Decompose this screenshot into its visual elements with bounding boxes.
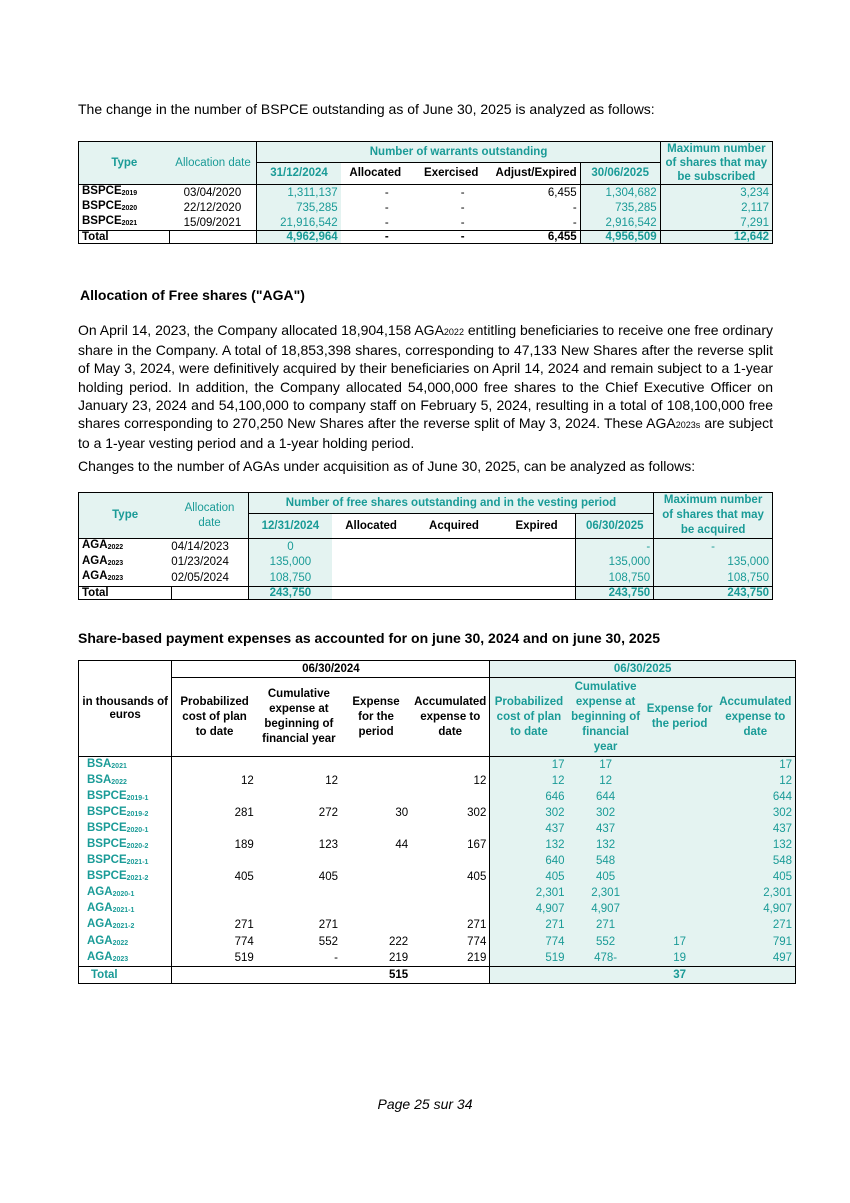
value-cell-2024: 271 [234, 919, 254, 932]
value-cell: 1,304,682 [580, 185, 660, 201]
value-cell-2025 [644, 870, 716, 886]
row-type: Total [79, 231, 170, 244]
t2-total-row [79, 586, 773, 600]
value-cell-2025: 437 [490, 821, 568, 837]
value-cell-2024 [341, 789, 411, 805]
t2-col-header: 12/31/2024 [248, 514, 332, 539]
value-cell-2024: 272 [318, 806, 338, 819]
aga-table [78, 492, 773, 600]
t3-row [79, 934, 796, 950]
t3-row [79, 821, 796, 837]
value-cell: - [572, 201, 577, 214]
max-cell: 135,000 [654, 555, 773, 571]
t3-col-header: Expense for the period [644, 678, 716, 757]
value-cell-2025 [644, 821, 716, 837]
type-label: BSPCE [87, 805, 127, 818]
t1-row [79, 200, 773, 215]
value-cell-2024: 123 [318, 839, 338, 852]
value-cell-2025: 2,301 [490, 886, 568, 902]
type-label: BSPCE [87, 789, 127, 802]
value-cell [498, 586, 576, 600]
value-cell-2025: 497 [716, 950, 796, 967]
value-cell: - [341, 231, 410, 244]
value-cell [332, 539, 410, 555]
value-cell-2025: 519 [490, 950, 568, 967]
value-cell [410, 586, 498, 600]
t1-total-row [79, 231, 773, 244]
row-date: 01/23/2024 [171, 556, 229, 568]
value-cell-2024: 44 [395, 839, 409, 852]
value-cell-2024 [411, 757, 490, 774]
type-subscript: 2021-2 [112, 923, 135, 931]
value-cell-2024 [172, 902, 257, 918]
row-type: Total [79, 967, 172, 984]
value-cell-2024: 219 [388, 951, 409, 964]
t2-col-header: Expired [498, 514, 576, 539]
value-cell-2024 [341, 854, 411, 870]
t2-col-header: 06/30/2025 [576, 514, 654, 539]
value-cell-2025 [644, 902, 716, 918]
value-cell-2025: 302 [490, 805, 568, 821]
value-cell-2025: 302 [568, 805, 644, 821]
value-cell-2024 [341, 821, 411, 837]
t3-row [79, 837, 796, 853]
type-label: BSPCE [87, 854, 127, 867]
type-label: BSPCE [87, 838, 127, 851]
value-cell: - [460, 186, 465, 199]
row-type [79, 886, 172, 902]
value-cell-2025: 2,301 [716, 886, 796, 902]
value-cell-2024: 219 [411, 950, 490, 967]
value-cell-2024 [257, 902, 341, 918]
t2-row [79, 539, 773, 555]
value-cell-2024 [257, 789, 341, 805]
value-cell-2024 [257, 757, 341, 774]
value-cell-2024: 302 [411, 805, 490, 821]
value-cell-2025: 2,301 [568, 886, 644, 902]
row-type [79, 837, 172, 853]
t1-col-header: Exercised [410, 162, 493, 184]
type-subscript: 2021 [111, 762, 127, 770]
t3-period-2025: 06/30/2025 [490, 661, 796, 678]
value-cell: 6,455 [493, 231, 581, 244]
t2-row [79, 555, 773, 571]
type-subscript: 2023 [107, 575, 124, 582]
value-cell-2024 [172, 854, 257, 870]
t2-row [79, 570, 773, 586]
value-cell-2024 [411, 789, 490, 805]
type-subscript: 2020 [121, 205, 138, 212]
type-label: AGA [82, 554, 108, 567]
value-cell: - [460, 216, 465, 229]
t1-header-type: Type [79, 142, 170, 185]
type-label: BSPCE [82, 185, 122, 197]
page-footer: Page 25 sur 34 [377, 1096, 473, 1112]
value-cell [332, 586, 410, 600]
t2-header-alloc: Allocation date [171, 493, 248, 539]
type-label: AGA [87, 918, 113, 931]
value-cell-2024 [172, 789, 257, 805]
type-subscript: 2021-1 [112, 907, 135, 915]
value-cell: - [410, 231, 493, 244]
value-cell: 6,455 [547, 186, 577, 199]
value-cell-2024 [172, 967, 257, 984]
value-cell-2025: 302 [716, 805, 796, 821]
value-cell-2025: 552 [568, 934, 644, 950]
value-cell: 243,750 [576, 586, 654, 600]
type-label: BSPCE [82, 200, 122, 212]
max-cell: 108,750 [654, 570, 773, 586]
value-cell: - [384, 216, 389, 229]
row-date [170, 231, 257, 244]
value-cell-2024 [172, 821, 257, 837]
value-cell: - [384, 201, 389, 214]
bspce-table [78, 141, 773, 244]
t3-header-unit: in thousands of euros [79, 661, 172, 757]
value-cell: - [572, 216, 577, 229]
type-label: AGA [82, 539, 108, 551]
type-subscript: 2020-1 [112, 891, 135, 899]
type-subscript: 2019-2 [126, 810, 149, 818]
row-type [79, 854, 172, 870]
type-subscript: 2022 [107, 544, 124, 551]
value-cell-2024 [411, 821, 490, 837]
t3-row [79, 789, 796, 805]
value-cell-2025: 437 [716, 821, 796, 837]
value-cell-2025 [644, 918, 716, 934]
value-cell-2025: 19 [644, 950, 716, 967]
value-cell-2025: 132 [716, 837, 796, 853]
value-cell-2025 [490, 967, 568, 984]
max-cell: 7,291 [660, 215, 772, 231]
value-cell-2025: 4,907 [568, 902, 644, 918]
t3-col-header: Probabilized cost of plan to date [172, 678, 257, 757]
value-cell [410, 570, 498, 586]
type-subscript: 2020-1 [126, 826, 149, 834]
type-subscript: 2023 [112, 955, 129, 963]
value-cell-2025: 437 [568, 821, 644, 837]
row-date: 03/04/2020 [183, 186, 242, 199]
aga-paragraph-2: Changes to the number of AGAs under acquisition as of June 30, 2025, can be analyzed as follows: [78, 458, 696, 474]
value-cell-2024: - [334, 951, 338, 964]
value-cell-2024 [411, 967, 490, 984]
value-cell-2024 [341, 757, 411, 774]
value-cell-2024: 281 [234, 806, 254, 819]
value-cell-2025 [644, 805, 716, 821]
sbp-heading: Share-based payment expenses as accounted for on june 30, 2024 and on june 30, 2025 [78, 630, 660, 646]
value-cell-2024 [411, 854, 490, 870]
row-type [79, 821, 172, 837]
value-cell-2025: 4,907 [716, 902, 796, 918]
value-cell-2024: 167 [411, 837, 490, 853]
value-cell [498, 555, 576, 571]
type-subscript: 2021-2 [126, 875, 149, 883]
value-cell [498, 570, 576, 586]
value-cell-2024 [341, 918, 411, 934]
value-cell-2025: 646 [490, 789, 568, 805]
value-cell-2025: 17 [568, 757, 644, 774]
value-cell-2025: 405 [716, 870, 796, 886]
value-cell-2024 [257, 967, 341, 984]
row-type [79, 902, 172, 918]
value-cell-2024 [341, 886, 411, 902]
type-subscript: 2020-2 [126, 843, 149, 851]
row-type [79, 555, 172, 571]
value-cell-2025: 132 [568, 837, 644, 853]
value-cell: 735,285 [257, 200, 341, 215]
max-cell: 2,117 [660, 200, 772, 215]
value-cell-2024: 271 [411, 918, 490, 934]
value-cell-2025: 12 [716, 773, 796, 789]
aga-paragraph: On April 14, 2023, the Company allocated 18,904,158 AGA2022 entitling beneficiaries to receive one free ordinary share in the Company. A total of 18,853,398 shares, corresponding to 47,133 New Shares after the reverse split of May 3, 2024, were definitively acquired by their beneficiaries on April 14, 2024 and remain subject to a 1-year holding period. In addition, the Company allocated 54,000,000 free shares to the Chief Executive Officer on January 23, 2024 and 54,100,000 to company staff on February 5, 2024, resulting in a total of 108,100,000 free shares corresponding to 270,250 New Shares after the reverse split of May 3, 2024. These AGA2023s are subject to a 1-year vesting period and a 1-year holding period. [78, 322, 774, 452]
row-type [79, 870, 172, 886]
intro-text: The change in the number of BSPCE outstanding as of June 30, 2025 is analyzed as follows: [78, 101, 655, 117]
row-date [171, 586, 248, 600]
t3-col-header: Accumulated expense to date [716, 678, 796, 757]
value-cell-2024: 515 [341, 967, 411, 984]
row-type [79, 789, 172, 805]
t3-row [79, 757, 796, 774]
value-cell [498, 539, 576, 555]
max-cell: 12,642 [660, 231, 772, 244]
type-label: BSPCE [82, 215, 122, 227]
value-cell: 108,750 [248, 570, 332, 586]
value-cell-2024 [341, 870, 411, 886]
value-cell-2025: 12 [490, 773, 568, 789]
t1-header-alloc: Allocation date [170, 142, 257, 185]
t3-col-header: Accumulated expense to date [411, 678, 490, 757]
t3-col-header: Probabilized cost of plan to date [490, 678, 568, 757]
value-cell-2024: 12 [325, 774, 338, 787]
t3-row [79, 950, 796, 967]
value-cell-2025: 548 [568, 854, 644, 870]
t1-header-max: Maximum number of shares that may be subscribed [660, 142, 772, 185]
value-cell-2025: 644 [568, 789, 644, 805]
value-cell-2025: 17 [716, 757, 796, 774]
t3-col-header: Expense for the period [341, 678, 411, 757]
row-type [79, 805, 172, 821]
value-cell [410, 555, 498, 571]
row-date: 04/14/2023 [171, 540, 229, 553]
t3-row [79, 918, 796, 934]
type-subscript: 2022 [111, 778, 127, 786]
type-label: AGA [82, 570, 108, 582]
t1-col-header: 31/12/2024 [257, 162, 341, 184]
value-cell-2024: 271 [318, 919, 338, 932]
value-cell: - [576, 539, 654, 555]
value-cell: 135,000 [576, 555, 654, 571]
value-cell-2025: 405 [490, 870, 568, 886]
value-cell-2025 [644, 789, 716, 805]
max-cell: 3,234 [660, 185, 772, 201]
value-cell-2025: 791 [716, 934, 796, 950]
row-type: Total [79, 586, 172, 600]
value-cell-2024 [257, 886, 341, 902]
row-type [79, 934, 172, 950]
value-cell-2024: 774 [234, 935, 254, 948]
t3-total-row [79, 967, 796, 984]
value-cell: 735,285 [580, 200, 660, 215]
value-cell-2024 [411, 886, 490, 902]
value-cell-2025: 271 [490, 918, 568, 934]
value-cell-2025: 548 [716, 854, 796, 870]
value-cell [332, 570, 410, 586]
t3-col-header: Cumulative expense at beginning of financial year [568, 678, 644, 757]
type-label: BSA [87, 757, 112, 770]
t3-row [79, 902, 796, 918]
value-cell-2025: 405 [568, 870, 644, 886]
t3-row [79, 773, 796, 789]
aga-heading: Allocation of Free shares ("AGA") [80, 287, 305, 303]
t1-col-header: 30/06/2025 [580, 162, 660, 184]
value-cell-2024: 222 [388, 935, 409, 948]
value-cell: 108,750 [576, 570, 654, 586]
value-cell-2024: 519 [234, 951, 254, 964]
t3-period-2024: 06/30/2024 [172, 661, 490, 678]
value-cell-2024 [257, 854, 341, 870]
value-cell-2024: 552 [318, 935, 338, 948]
type-subscript: 2019 [121, 190, 138, 197]
value-cell-2024: 774 [411, 934, 490, 950]
t1-col-header: Adjust/Expired [493, 162, 581, 184]
value-cell: 2,916,542 [580, 215, 660, 231]
value-cell-2024: 30 [395, 806, 409, 819]
value-cell-2024: 405 [234, 871, 254, 884]
value-cell [410, 539, 498, 555]
t2-header-max: Maximum number of shares that may be acquired [654, 493, 773, 539]
t3-col-header: Cumulative expense at beginning of financial year [257, 678, 341, 757]
value-cell-2025: 774 [490, 934, 568, 950]
t3-row [79, 854, 796, 870]
value-cell-2025: 478- [568, 950, 644, 967]
type-label: BSA [87, 773, 112, 786]
value-cell-2025: 132 [490, 837, 568, 853]
value-cell-2024 [341, 902, 411, 918]
row-type [79, 918, 172, 934]
value-cell-2025: 644 [716, 789, 796, 805]
value-cell-2025: 17 [644, 934, 716, 950]
value-cell: - [460, 201, 465, 214]
value-cell-2024: 405 [318, 871, 338, 884]
type-subscript: 2021-1 [126, 859, 149, 867]
t1-header-group: Number of warrants outstanding [257, 142, 660, 163]
t1-row [79, 215, 773, 231]
value-cell-2025: 271 [716, 918, 796, 934]
type-label: AGA [87, 886, 113, 899]
value-cell: 21,916,542 [257, 215, 341, 231]
value-cell-2025: 4,907 [490, 902, 568, 918]
value-cell-2024 [172, 757, 257, 774]
value-cell-2025: 12 [568, 773, 644, 789]
value-cell-2024: 405 [411, 870, 490, 886]
value-cell: 1,311,137 [257, 185, 341, 201]
t2-col-header: Acquired [410, 514, 498, 539]
value-cell-2025 [568, 967, 644, 984]
row-date: 22/12/2020 [183, 201, 242, 214]
row-type [79, 570, 172, 586]
row-type [79, 200, 170, 215]
t2-col-header: Allocated [332, 514, 410, 539]
row-type [79, 773, 172, 789]
value-cell-2024 [172, 886, 257, 902]
value-cell-2025 [644, 837, 716, 853]
value-cell: 4,956,509 [580, 231, 660, 244]
type-subscript: 2022 [112, 939, 129, 947]
max-cell: 243,750 [654, 586, 773, 600]
row-date: 15/09/2021 [183, 216, 242, 229]
t3-row [79, 805, 796, 821]
value-cell-2025 [644, 773, 716, 789]
t3-row [79, 870, 796, 886]
row-date: 02/05/2024 [171, 571, 229, 584]
row-type [79, 950, 172, 967]
t1-col-header: Allocated [341, 162, 410, 184]
type-subscript: 2019-1 [126, 794, 149, 802]
row-type [79, 539, 172, 555]
t2-header-type: Type [79, 493, 172, 539]
value-cell-2025: 271 [568, 918, 644, 934]
max-cell: - [654, 539, 773, 555]
value-cell: 0 [248, 539, 332, 555]
value-cell-2025 [644, 854, 716, 870]
row-type [79, 185, 170, 201]
value-cell-2024: 12 [411, 773, 490, 789]
value-cell: - [384, 186, 389, 199]
t2-header-group: Number of free shares outstanding and in the vesting period [248, 493, 653, 514]
value-cell-2024 [257, 821, 341, 837]
type-subscript: 2021 [121, 220, 138, 227]
type-label: AGA [87, 950, 113, 963]
type-label: BSPCE [87, 870, 127, 883]
type-label: AGA [87, 902, 113, 915]
type-subscript: 2023 [107, 559, 124, 567]
value-cell-2025: 17 [490, 757, 568, 774]
t3-row [79, 886, 796, 902]
value-cell [332, 555, 410, 571]
value-cell-2025 [644, 886, 716, 902]
value-cell: 243,750 [248, 586, 332, 600]
value-cell: 135,000 [248, 555, 332, 571]
row-type [79, 215, 170, 231]
type-label: AGA [87, 934, 113, 947]
value-cell-2024 [341, 773, 411, 789]
row-type [79, 757, 172, 774]
value-cell: 4,962,964 [257, 231, 341, 244]
value-cell-2024: 12 [240, 774, 254, 787]
value-cell-2025: 640 [490, 854, 568, 870]
value-cell-2025: 37 [644, 967, 716, 984]
value-cell-2024: 189 [234, 839, 254, 852]
value-cell-2025 [716, 967, 796, 984]
t1-row [79, 185, 773, 201]
value-cell-2024 [411, 902, 490, 918]
type-label: BSPCE [87, 821, 127, 834]
sbp-table [78, 660, 796, 984]
value-cell-2025 [644, 757, 716, 774]
